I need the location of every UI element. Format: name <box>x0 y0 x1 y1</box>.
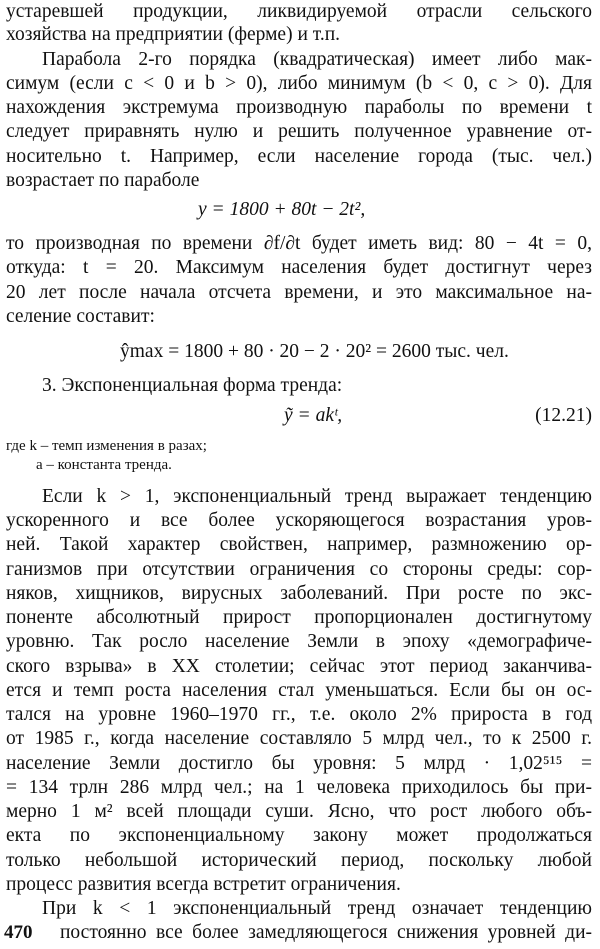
text-line: ского взрыва» в XX столетии; сейчас этот период заканчива- <box>6 656 592 677</box>
text-line: ганизмов при отсутствии ограничения со стороны среды: сор- <box>6 559 592 580</box>
text-line: ней. Такой характер свойствен, например, размножению ор- <box>6 534 592 555</box>
text-line: только небольшой исторический период, поскольку любой <box>6 850 592 871</box>
text-line: уровню. Так росло население Земли в эпоху «демографиче- <box>6 631 592 652</box>
text-line: няков, хищников, вирусных заболеваний. При росте по экс- <box>6 583 592 604</box>
text-line: откуда: t = 20. Максимум населения будет достигнут через <box>6 257 592 278</box>
text-line: Если k > 1, экспоненциальный тренд выражает тенденцию <box>42 486 592 507</box>
where-line: a – константа тренда. <box>36 457 172 473</box>
text-line: процесс развития всегда встретит ограничения. <box>6 874 401 895</box>
text-line: хозяйства на предприятии (ферме) и т.п. <box>6 24 341 45</box>
text-line: нахождения экстремума производную параболы по времени t <box>6 97 592 118</box>
text-line: устаревшей продукции, ликвидируемой отрасли сельского <box>6 1 592 22</box>
formula-parabola: y = 1800 + 80t − 2t², <box>198 199 366 220</box>
formula-max: ŷmax = 1800 + 80 · 20 − 2 · 20² = 2600 тыс. чел. <box>120 341 509 362</box>
text-line: население Земли достигло бы уровня: 5 млрд · 1,02⁵¹⁵ = <box>6 753 592 774</box>
section-heading: 3. Экспоненциальная форма тренда: <box>42 375 343 396</box>
formula-exponential: ỹ = akᵗ, <box>284 405 343 426</box>
text-line: тался на уровне 1960–1970 гг., т.е. около 2% прироста в год <box>6 704 592 725</box>
text-line: При k < 1 экспоненциальный тренд означает тенденцию <box>42 898 592 919</box>
text-line: следует приравнять нулю и решить полученное уравнение от- <box>6 121 592 142</box>
text-line: ется и темп роста населения стал уменьшаться. Если бы он ос- <box>6 680 592 701</box>
text-line: = 134 трлн 286 млрд чел.; на 1 человека приходилось бы при- <box>6 777 592 798</box>
text-line: от 1985 г., когда население составляло 5 млрд чел., то к 2500 г. <box>6 728 592 749</box>
equation-number: (12.21) <box>535 405 592 426</box>
text-line: екта по экспоненциальному закону может продолжаться <box>6 825 592 846</box>
text-line: селение составит: <box>6 306 155 327</box>
where-line: где k – темп изменения в разах; <box>6 438 207 454</box>
text-line: 20 лет после начала отсчета времени, и это максимальное на- <box>6 282 592 303</box>
text-line: постоянно все более замедляющегося снижения уровней ди- <box>60 922 592 943</box>
text-line: ускоренного и все более ускоряющегося возрастания уров- <box>6 510 592 531</box>
text-line: поненте абсолютный прирост пропорционален достигнутому <box>6 607 592 628</box>
page-number: 470 <box>4 922 33 943</box>
text-line: носительно t. Например, если население города (тыс. чел.) <box>6 146 592 167</box>
text-line: мерно 1 м² всей площади суши. Ясно, что рост любого объ- <box>6 801 592 822</box>
text-line: возрастает по параболе <box>6 170 200 191</box>
text-line: Парабола 2-го порядка (квадратическая) имеет либо мак- <box>42 49 592 70</box>
text-line: то производная по времени ∂f/∂t будет иметь вид: 80 − 4t = 0, <box>6 233 592 254</box>
text-line: симум (если c < 0 и b > 0), либо минимум (b < 0, c > 0). Для <box>6 73 592 94</box>
